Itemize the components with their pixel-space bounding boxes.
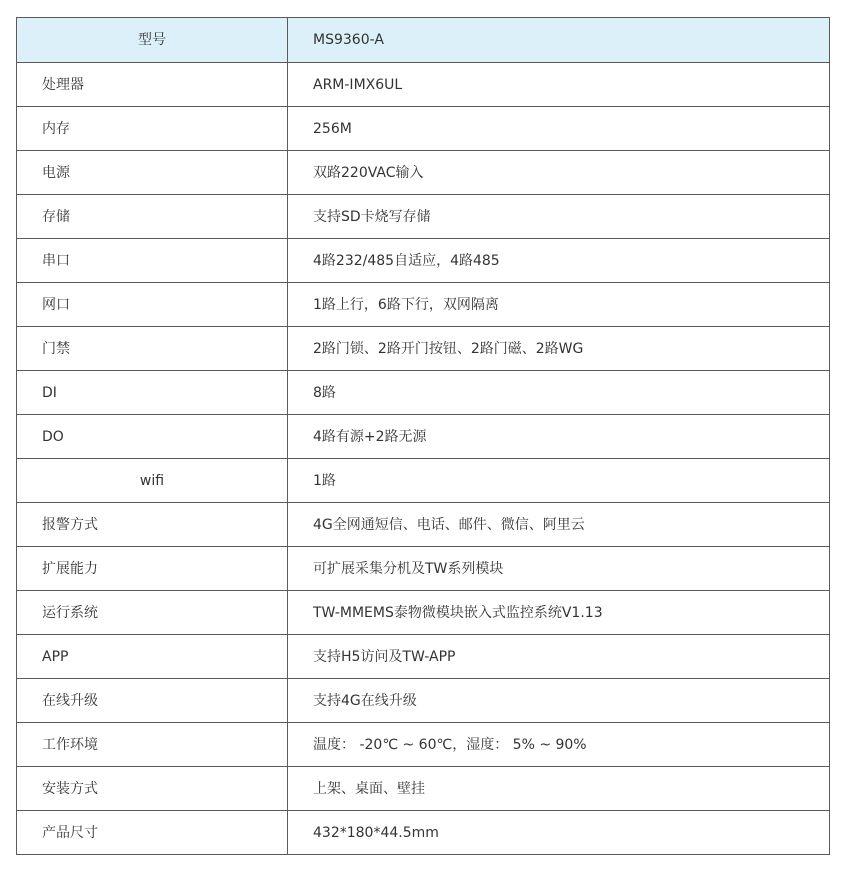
row-label: 电源 xyxy=(17,151,288,195)
row-value: 432*180*44.5mm xyxy=(288,811,830,855)
table-row xyxy=(17,503,830,547)
row-value: 可扩展采集分机及TW系列模块 xyxy=(288,547,830,591)
table-row xyxy=(17,679,830,723)
row-label: 串口 xyxy=(17,239,288,283)
table-row xyxy=(17,591,830,635)
table-row xyxy=(17,107,830,151)
row-value: 4G全网通短信、电话、邮件、微信、阿里云 xyxy=(288,503,830,547)
table-row xyxy=(17,459,830,503)
row-value: 上架、桌面、壁挂 xyxy=(288,767,830,811)
row-value: TW-MMEMS泰物微模块嵌入式监控系统V1.13 xyxy=(288,591,830,635)
row-label: 安装方式 xyxy=(17,767,288,811)
row-value: 4路有源+2路无源 xyxy=(288,415,830,459)
table-row xyxy=(17,811,830,855)
row-label: 存储 xyxy=(17,195,288,239)
header-label: 型号 xyxy=(17,18,288,63)
row-value: 支持SD卡烧写存储 xyxy=(288,195,830,239)
table-row xyxy=(17,239,830,283)
row-label: 扩展能力 xyxy=(17,547,288,591)
row-label: 产品尺寸 xyxy=(17,811,288,855)
table-row xyxy=(17,327,830,371)
spec-table xyxy=(16,17,830,855)
row-label: DI xyxy=(17,371,288,415)
table-row xyxy=(17,63,830,107)
row-value: 8路 xyxy=(288,371,830,415)
row-value: 256M xyxy=(288,107,830,151)
table-header-row xyxy=(17,18,830,63)
row-label: DO xyxy=(17,415,288,459)
row-value: 支持4G在线升级 xyxy=(288,679,830,723)
row-label: 工作环境 xyxy=(17,723,288,767)
row-value: 2路门锁、2路开门按钮、2路门磁、2路WG xyxy=(288,327,830,371)
table-row xyxy=(17,723,830,767)
table-row xyxy=(17,635,830,679)
table-row xyxy=(17,415,830,459)
row-label: 处理器 xyxy=(17,63,288,107)
row-label: 门禁 xyxy=(17,327,288,371)
row-label: 在线升级 xyxy=(17,679,288,723)
table-row xyxy=(17,283,830,327)
table-row xyxy=(17,767,830,811)
row-label: 内存 xyxy=(17,107,288,151)
row-label: 网口 xyxy=(17,283,288,327)
table-row xyxy=(17,371,830,415)
header-value: MS9360-A xyxy=(288,18,830,63)
row-value: 1路上行，6路下行，双网隔离 xyxy=(288,283,830,327)
row-label: 报警方式 xyxy=(17,503,288,547)
table-row xyxy=(17,195,830,239)
table-row xyxy=(17,151,830,195)
row-value: 1路 xyxy=(288,459,830,503)
row-label: 运行系统 xyxy=(17,591,288,635)
row-value: 温度： -20℃ ~ 60℃，湿度： 5% ~ 90% xyxy=(288,723,830,767)
row-label: wifi xyxy=(17,459,288,503)
row-value: ARM-IMX6UL xyxy=(288,63,830,107)
row-label: APP xyxy=(17,635,288,679)
row-value: 支持H5访问及TW-APP xyxy=(288,635,830,679)
row-value: 双路220VAC输入 xyxy=(288,151,830,195)
row-value: 4路232/485自适应，4路485 xyxy=(288,239,830,283)
table-row xyxy=(17,547,830,591)
